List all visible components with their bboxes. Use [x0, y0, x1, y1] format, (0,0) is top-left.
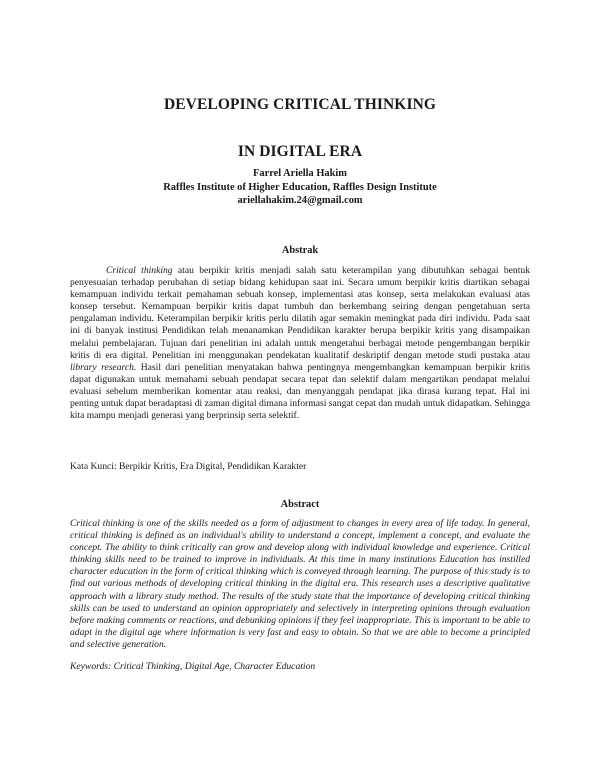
abstrak-mid-italic: library research. [70, 361, 137, 373]
abstract-heading: Abstract [280, 499, 320, 510]
author-email: ariellahakim.24@gmail.com [237, 195, 363, 206]
author-name: Farrel Ariella Hakim [253, 168, 347, 179]
paper-title-line-1: DEVELOPING CRITICAL THINKING [163, 96, 437, 113]
abstrak-keywords: Kata Kunci: Berpikir Kritis, Era Digital, Pendidikan Karakter [70, 461, 307, 472]
abstrak-body-2: Hasil dari penelitian menyatakan bahwa pentingnya mengembangkan kemampuan berpikir kritis dapat digunakan untuk memahami sebuah pendapat secara tepat dan selektif dalam mengartikan pendapat melalui evaluasi sebelum memberikan komentar atau reaksi, dan menyanggah pendapat jika dirasa kurang tepat. Hal ini penting untuk dapat beradaptasi di zaman digital dimana informasi sangat cepat dan mudah untuk didapatkan. Sehingga kita mampu menjadi generasi yang berprinsip serta selektif. [70, 361, 530, 422]
abstract-paragraph: Critical thinking is one of the skills needed as a form of adjustment to changes in every area of life today. In general, critical thinking is defined as an individual's ability to understand a concept, implement a concept, and evaluate the concept. The ability to think critically can grow and develop along with individual knowledge and experience. Critical thinking skills need to be trained to improve in individuals. At this time in many institutions Education has instilled character education in the form of critical thinking which is conveyed through learning. The purpose of this study is to find out various methods of developing critical thinking in the digital era. This research uses a descriptive qualitative approach with a library study method. The results of the study state that the importance of developing critical thinking skills can be used to understand an opinion appropriately and selectively in interpreting opinions through evaluation before making comments or reactions, and debunking opinions if they feel inappropriate. This is important to be able to adapt in the digital age where information is very fast and easy to obtain. So that we are able to become a principled and selective generation. [70, 518, 530, 650]
author-affiliation: Raffles Institute of Higher Education, Raffles Design Institute [163, 181, 437, 193]
paper-title-line-2: IN DIGITAL ERA [237, 143, 363, 160]
abstrak-paragraph [70, 265, 530, 422]
indent [70, 265, 106, 276]
abstrak-body-1: atau berpikir kritis menjadi salah satu keterampilan yang dibutuhkan sebagai bentuk penyesuaian terhadap perubahan di setiap bidang kehidupan saat ini. Secara umum berpikir kritis diartikan sebagai kemampuan individu terkait pemahaman sebuah konsep, implementasi atas konsep, serta melakukan evaluasi atas konsep tersebut. Kemampuan berpikir kritis dapat tumbuh dan berkembang seiring dengan pengetahuan serta pengalaman individu. Keterampilan berpikir kritis perlu dilatih agar semakin meningkat pada diri individu. Pada saat ini di banyak institusi Pendidikan telah menanamkan Pendidikan karakter berupa berpikir kritis yang disampaikan melalui pembelajaran. Tujuan dari penelitian ini adalah untuk mengetahui berbagai metode pengembangan berpikir kritis di era digital. Penelitian ini menggunakan pendekatan kualitatif deskriptif dengan metode studi pustaka atau [70, 265, 530, 361]
abstrak-heading: Abstrak [281, 245, 319, 256]
abstrak-lead-italic: Critical thinking [106, 265, 173, 276]
author-block [0, 167, 600, 208]
abstract-keywords: Keywords: Critical Thinking, Digital Age, Character Education [70, 661, 316, 672]
